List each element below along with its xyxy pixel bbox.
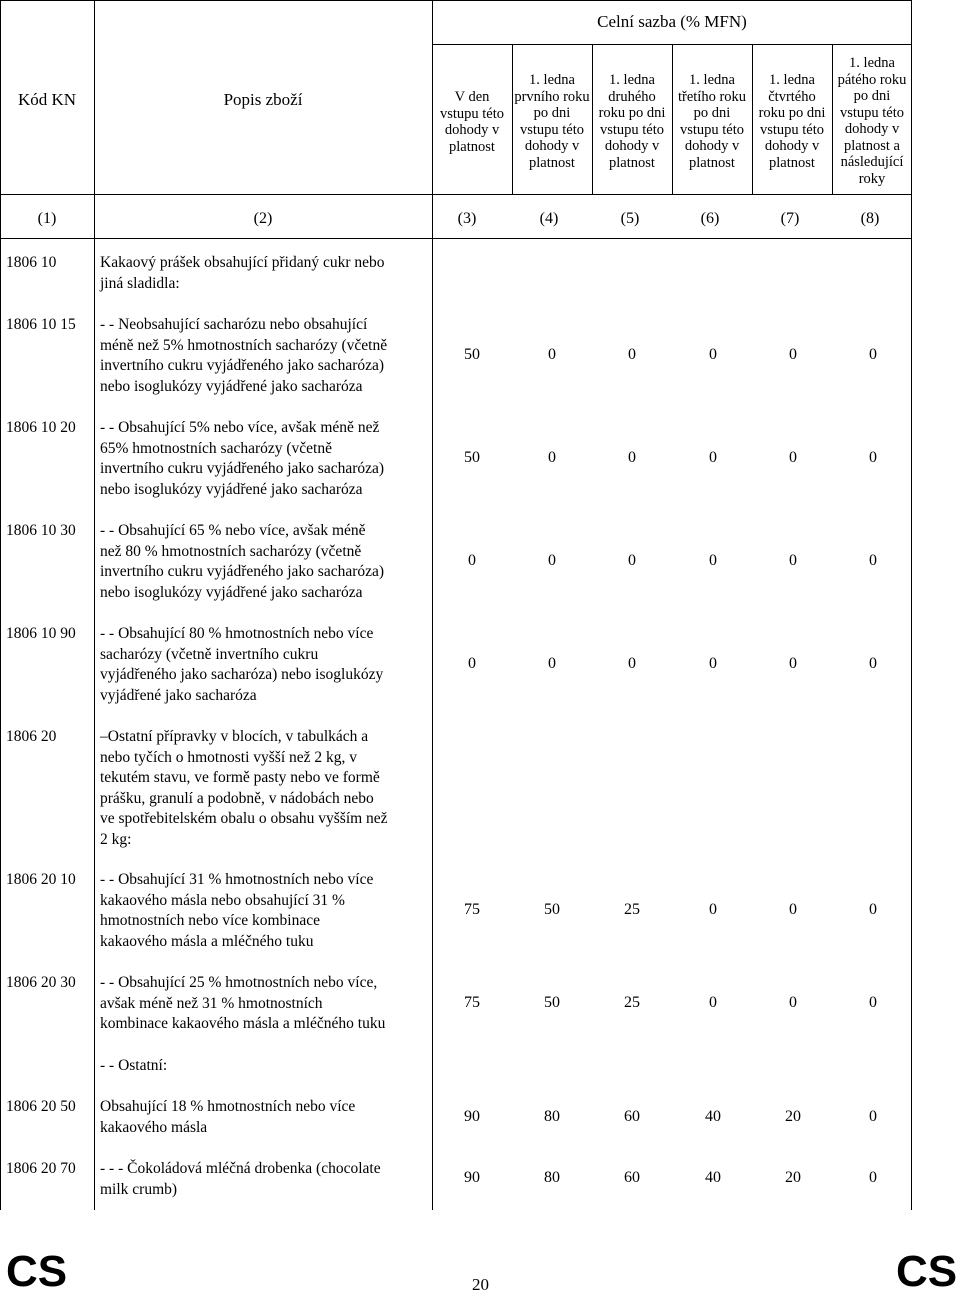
header-line: třetího roku: [677, 88, 747, 105]
rate-value: 20: [785, 1108, 801, 1125]
description-line: Kakaový prášek obsahující přidaný cukr nebo: [100, 254, 385, 271]
tariff-code: 1806 10 90: [6, 625, 76, 642]
header-line: platnost: [529, 154, 575, 171]
header-line: následující: [840, 154, 904, 170]
header-line: platnost a: [844, 137, 900, 154]
header-line: vstupu této: [519, 121, 585, 138]
header-line: platnost: [769, 154, 815, 171]
description-line: - - Obsahující 65 % nebo více, avšak méně: [100, 522, 366, 539]
description-line: ve spotřebitelském obalu o obsahu vyšším než: [100, 810, 388, 827]
description-line: nebo tyčích o hmotnosti vyšší než 2 kg, v: [100, 748, 358, 766]
description-line: invertního cukru vyjádřeného jako sacharóza): [100, 563, 385, 580]
footer-language-mark-left: CS: [6, 1247, 68, 1296]
header-line: roku po dni: [758, 105, 826, 121]
column-number: (8): [860, 210, 880, 227]
rate-value: 0: [709, 655, 717, 672]
tariff-code: 1806 10 30: [6, 522, 76, 539]
description-line: kakaového másla: [100, 1118, 208, 1136]
col-header-rate-year2: [592, 72, 672, 171]
description-line: vyjádřeného jako sacharóza) nebo isoglukózy: [100, 666, 384, 683]
goods-description: [100, 1097, 435, 1138]
description-line: - - Obsahující 80 % hmotnostních nebo více: [100, 625, 374, 642]
rate-value: 0: [789, 994, 797, 1011]
goods-description: [100, 973, 435, 1035]
rate-value: 0: [869, 346, 877, 363]
header-line: 1. ledna: [529, 72, 575, 88]
col-header-rate-year3: [672, 72, 752, 171]
rate-value: 75: [464, 901, 480, 918]
col-header-rate-year5: [832, 55, 912, 187]
header-line: 1. ledna: [849, 55, 895, 71]
header-line: druhého: [608, 88, 656, 105]
header-bottom-rule: [0, 194, 912, 195]
rate-value: 0: [548, 449, 556, 466]
header-line: vstupu této: [599, 121, 665, 138]
col-header-rate-base: [432, 89, 512, 155]
rate-value: 0: [869, 1108, 877, 1125]
column-number: (5): [620, 210, 640, 227]
header-line: po dni: [853, 88, 891, 104]
description-line: vyjádřené jako sacharóza: [100, 686, 257, 704]
rate-value: 80: [544, 1169, 560, 1186]
header-line: dohody v: [684, 138, 740, 154]
rate-value: 80: [544, 1108, 560, 1125]
rate-value: 50: [464, 346, 480, 363]
rate-value: 0: [548, 655, 556, 672]
description-line: kombinace kakaového másla a mléčného tuku: [100, 1015, 386, 1032]
column-number: (3): [457, 210, 477, 227]
header-line: dohody v: [844, 121, 900, 137]
description-line: prášku, granulí a podobně, v nádobách nebo: [100, 789, 374, 807]
colnum-bottom-rule: [0, 238, 912, 239]
goods-description: [100, 1159, 435, 1200]
rate-value: 50: [544, 901, 560, 918]
column-number: (4): [539, 210, 559, 227]
description-line: nebo isoglukózy vyjádřené jako sacharóza: [100, 377, 363, 395]
rate-value: 40: [705, 1108, 721, 1125]
rate-value: 0: [789, 449, 797, 466]
rate-value: 60: [624, 1108, 640, 1125]
header-line: dohody v: [444, 122, 500, 138]
col-header-code: Kód KN: [17, 90, 77, 109]
rate-value: 25: [624, 901, 640, 918]
tariff-code: 1806 20 50: [6, 1098, 76, 1115]
header-line: pátého roku: [837, 71, 907, 88]
header-line: čtvrtého: [768, 88, 816, 105]
goods-description: [100, 418, 435, 500]
rate-value: 0: [789, 346, 797, 363]
description-line: tekutém stavu, ve formě pasty nebo ve formě: [100, 769, 380, 786]
header-line: prvního roku: [514, 88, 590, 105]
description-line: - - Ostatní:: [100, 1057, 168, 1074]
rate-value: 25: [624, 994, 640, 1011]
rate-value: 0: [709, 449, 717, 466]
header-line: 1. ledna: [769, 72, 815, 88]
header-line: roku po dni: [598, 105, 666, 121]
rate-value: 0: [869, 552, 877, 569]
description-line: sacharózy (včetně invertního cukru: [100, 645, 319, 663]
tariff-code: 1806 20 30: [6, 974, 76, 991]
tariff-code: 1806 20 70: [6, 1160, 76, 1177]
description-line: invertního cukru vyjádřeného jako sacharóza): [100, 357, 385, 374]
footer-language-mark-right: CS: [896, 1247, 958, 1296]
header-line: 1. ledna: [609, 72, 655, 88]
description-line: hmotnostních nebo více kombinace: [100, 912, 320, 929]
header-line: vstupu této: [839, 104, 905, 121]
description-line: avšak méně než 31 % hmotnostních: [100, 994, 323, 1012]
rate-value: 90: [464, 1169, 480, 1186]
col-header-rate-year1: [512, 72, 592, 171]
tariff-code: 1806 20: [6, 728, 57, 745]
header-line: po dni: [693, 105, 731, 121]
description-line: - - Neobsahující sacharózu nebo obsahující: [100, 316, 368, 333]
rate-value: 0: [468, 655, 476, 672]
rate-value: 0: [548, 552, 556, 569]
column-number: (6): [700, 210, 720, 227]
header-line: dohody v: [604, 138, 660, 154]
description-line: méně než 5% hmotnostních sacharózy (včetně: [100, 336, 388, 354]
column-number: (2): [253, 210, 273, 227]
rate-value: 75: [464, 994, 480, 1011]
description-line: - - Obsahující 31 % hmotnostních nebo více: [100, 871, 374, 888]
rate-value: 0: [628, 449, 636, 466]
table-left-border: [0, 0, 1, 1210]
rate-value: 0: [869, 1169, 877, 1186]
description-line: invertního cukru vyjádřeného jako sacharóza): [100, 460, 385, 477]
rate-value: 0: [789, 655, 797, 672]
header-line: dohody v: [764, 138, 820, 154]
description-line: 2 kg:: [100, 830, 132, 848]
description-line: - - Obsahující 5% nebo více, avšak méně než: [100, 419, 380, 436]
goods-description: [100, 1056, 435, 1077]
rate-value: 0: [789, 552, 797, 569]
description-line: nebo isoglukózy vyjádřené jako sacharóza: [100, 480, 363, 498]
tariff-code: 1806 10 15: [6, 316, 76, 333]
description-line: milk crumb): [100, 1180, 178, 1198]
header-line: vstupu této: [439, 105, 505, 122]
tariff-code: 1806 10: [6, 254, 57, 271]
header-line: roky: [858, 170, 886, 187]
rate-value: 50: [544, 994, 560, 1011]
rate-value: 0: [628, 655, 636, 672]
page-number: 20: [472, 1275, 489, 1294]
description-line: 65% hmotnostních sacharózy (včetně: [100, 439, 332, 457]
rate-value: 0: [869, 449, 877, 466]
tariff-group-title: Celní sazba (% MFN): [597, 12, 747, 31]
rate-value: 40: [705, 1169, 721, 1186]
goods-description: [100, 253, 435, 294]
goods-description: [100, 727, 435, 850]
rate-value: 0: [709, 346, 717, 363]
tariff-code: 1806 10 20: [6, 419, 76, 436]
header-line: V den: [454, 89, 490, 105]
rate-value: 0: [869, 901, 877, 918]
description-line: jiná sladidla:: [100, 274, 180, 292]
rate-value: 0: [548, 346, 556, 363]
rate-value: 0: [869, 655, 877, 672]
col-header-rate-year4: [752, 72, 832, 171]
description-line: kakaového másla nebo obsahující 31 %: [100, 891, 345, 909]
header-line: platnost: [689, 154, 735, 171]
table-top-border: [0, 0, 912, 1]
rate-value: 50: [464, 449, 480, 466]
description-line: nebo isoglukózy vyjádřené jako sacharóza: [100, 583, 363, 601]
goods-description: [100, 521, 435, 603]
description-line: - - - Čokoládová mléčná drobenka (chocolate: [100, 1160, 381, 1177]
rate-value: 0: [869, 994, 877, 1011]
header-line: vstupu této: [679, 121, 745, 138]
tariff-code: 1806 20 10: [6, 871, 76, 888]
description-line: kakaového másla a mléčného tuku: [100, 932, 314, 950]
header-line: platnost: [609, 154, 655, 171]
column-number: (1): [37, 210, 57, 227]
description-line: –Ostatní přípravky v blocích, v tabulkách a: [100, 728, 369, 745]
rate-value: 0: [709, 901, 717, 918]
header-line: platnost: [449, 138, 495, 155]
description-line: - - Obsahující 25 % hmotnostních nebo více,: [100, 974, 378, 991]
rate-value: 60: [624, 1169, 640, 1186]
header-line: vstupu této: [759, 121, 825, 138]
rate-value: 0: [628, 552, 636, 569]
rate-value: 0: [628, 346, 636, 363]
rate-value: 90: [464, 1108, 480, 1125]
col-header-description: Popis zboží: [223, 90, 303, 109]
rate-value: 0: [709, 552, 717, 569]
goods-description: [100, 315, 435, 397]
rate-value: 0: [468, 552, 476, 569]
col-divider-1: [94, 0, 95, 1210]
rate-value: 0: [709, 994, 717, 1011]
description-line: Obsahující 18 % hmotnostních nebo více: [100, 1098, 356, 1115]
rate-value: 0: [789, 901, 797, 918]
goods-description: [100, 624, 435, 706]
goods-description: [100, 870, 435, 952]
column-number: (7): [780, 210, 800, 227]
header-line: po dni: [533, 105, 571, 121]
description-line: než 80 % hmotnostních sacharózy (včetně: [100, 542, 362, 560]
header-line: dohody v: [524, 138, 580, 154]
header-line: 1. ledna: [689, 72, 735, 88]
rate-value: 20: [785, 1169, 801, 1186]
